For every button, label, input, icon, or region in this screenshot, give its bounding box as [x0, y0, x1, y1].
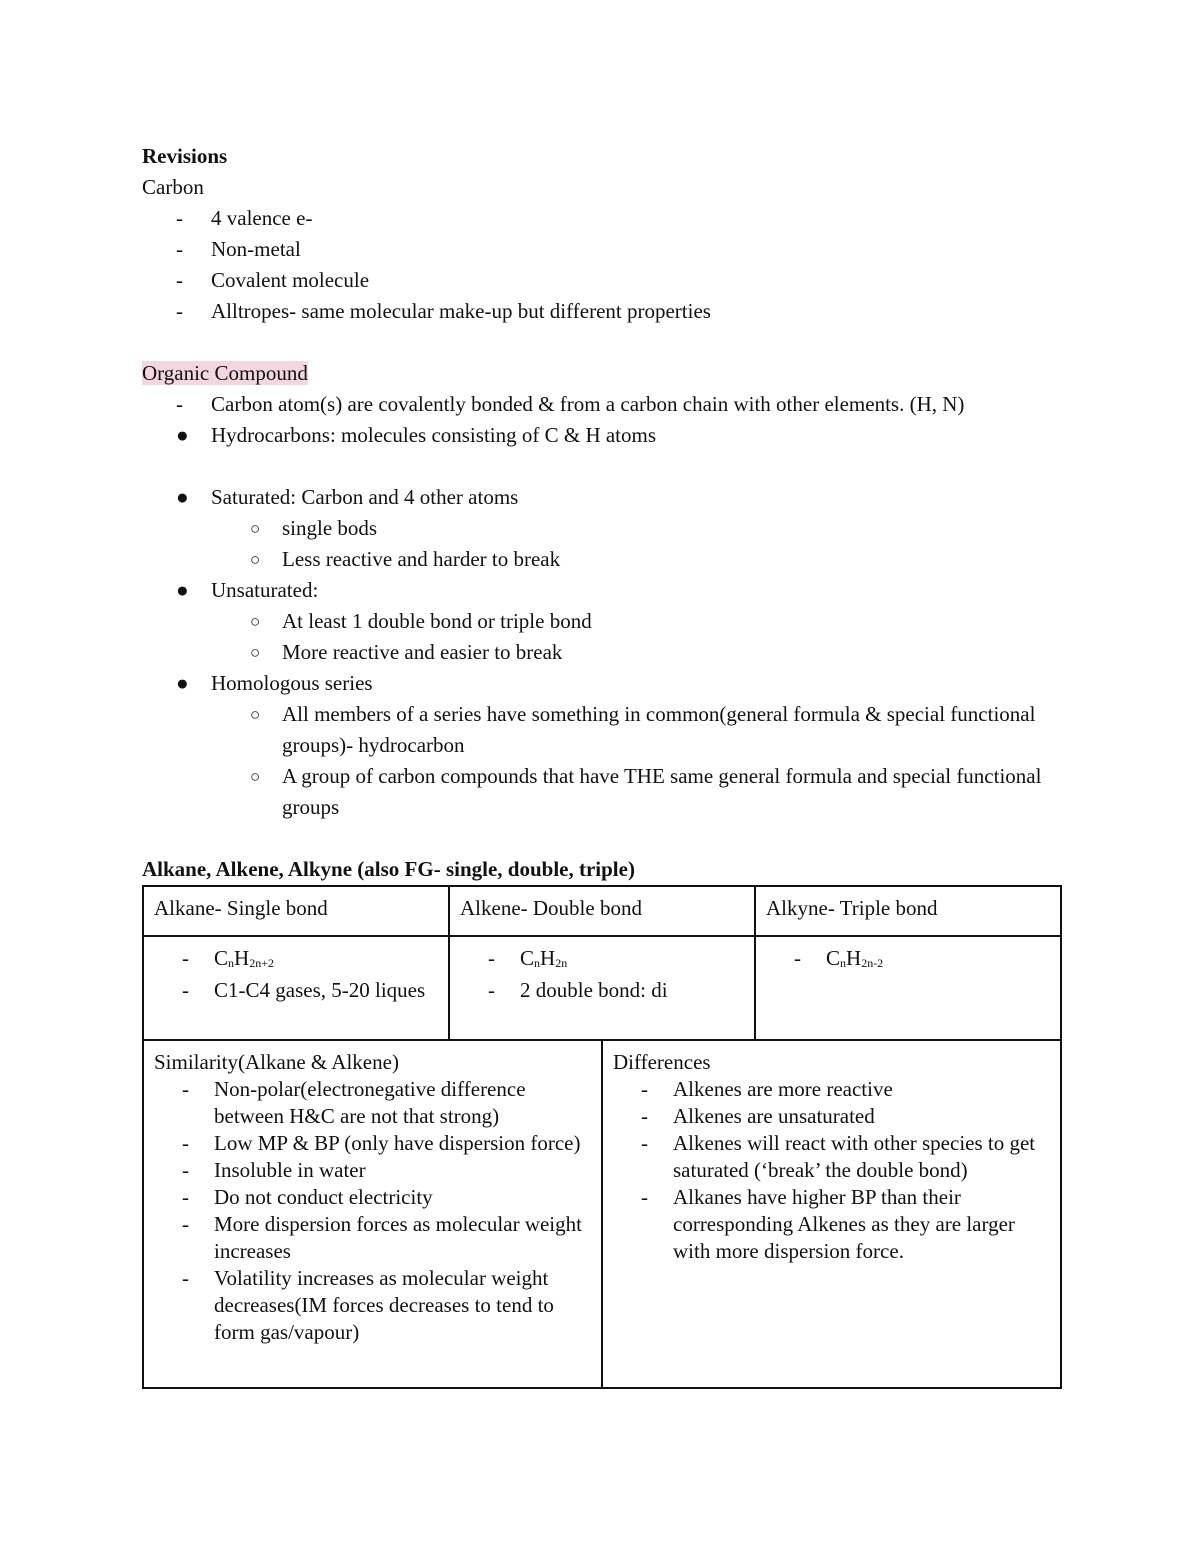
sub-list-item: [142, 513, 1062, 544]
circle-marker: ○: [250, 767, 261, 786]
list-item-text: More reactive and easier to break: [282, 640, 563, 664]
dash-marker: -: [641, 1076, 648, 1101]
sub-list-item: [142, 544, 1062, 575]
list-item-text: More dispersion forces as molecular weight increases: [214, 1211, 582, 1263]
dash-marker: -: [182, 1184, 189, 1209]
list-item-text: Non-polar(electronegative difference between H&C are not that strong): [214, 1076, 526, 1128]
table-cell: [143, 936, 449, 1040]
list-item-text: Saturated: Carbon and 4 other atoms: [211, 485, 519, 509]
circle-marker: ○: [250, 550, 261, 569]
revisions-title: Revisions: [142, 144, 228, 168]
list-item-text: Less reactive and harder to break: [282, 547, 561, 571]
dash-marker: -: [182, 1076, 189, 1101]
list-item-text: single bods: [282, 516, 378, 540]
table-header-cell: Alkene- Double bond: [449, 886, 755, 936]
comparison-table: [142, 1039, 1062, 1389]
differences-list: [613, 1076, 1050, 1265]
dash-marker: -: [176, 392, 183, 416]
bullet-marker: ●: [176, 423, 189, 447]
list-item-text: Covalent molecule: [211, 268, 370, 292]
list-item: [142, 420, 1062, 451]
differences-cell: [602, 1040, 1061, 1388]
list-item: [154, 977, 438, 1004]
list-item: [142, 389, 1062, 420]
formula-item: [154, 945, 438, 977]
list-item: [613, 1184, 1050, 1265]
spacer: [142, 451, 1062, 482]
list-item-text: Volatility increases as molecular weight decreases(IM forces decreases to tend to form gas/vapour): [214, 1265, 554, 1344]
circle-marker: ○: [250, 643, 261, 662]
formula: $C_nH_{2n}$: [520, 946, 568, 970]
list-item-text: Non-metal: [211, 237, 301, 261]
carbon-label: Carbon: [142, 175, 204, 199]
list-item-text: Alkenes are unsaturated: [673, 1103, 875, 1128]
list-item: [142, 234, 1062, 265]
dash-marker: -: [641, 1103, 648, 1128]
dash-marker: -: [176, 237, 183, 261]
spacer: [142, 823, 1062, 854]
list-item-text: 2 double bond: di: [520, 978, 668, 1002]
circle-marker: ○: [250, 705, 261, 724]
list-item: [142, 668, 1062, 699]
dash-marker: -: [488, 946, 495, 970]
dash-marker: -: [182, 1265, 189, 1290]
table-cell: [449, 936, 755, 1040]
list-item: [154, 1130, 591, 1157]
dash-marker: -: [794, 946, 801, 970]
list-item: [613, 1076, 1050, 1103]
sub-list-item: [142, 606, 1062, 637]
list-item-text: Insoluble in water: [214, 1157, 366, 1182]
dash-marker: -: [182, 946, 189, 970]
list-item-text: 4 valence e-: [211, 206, 313, 230]
organic-heading-line: [142, 358, 1062, 389]
list-item: [154, 1184, 591, 1211]
list-item: [154, 1076, 591, 1130]
dash-marker: -: [182, 1211, 189, 1236]
list-item-text: Homologous series: [211, 671, 373, 695]
list-item: [142, 296, 1062, 327]
list-item-text: Alkanes have higher BP than their corresponding Alkenes as they are larger with more dispersion force.: [673, 1184, 1015, 1263]
hydrocarbon-types-table: [142, 885, 1062, 1041]
bullet-marker: ●: [176, 578, 189, 602]
formula-item: [460, 945, 744, 977]
list-item: [154, 1265, 591, 1346]
list-item-text: Carbon atom(s) are covalently bonded & from a carbon chain with other elements. (H, N): [211, 392, 965, 416]
alkane-section-title: Alkane, Alkene, Alkyne (also FG- single, double, triple): [142, 857, 635, 881]
dash-marker: -: [641, 1184, 648, 1209]
list-item-text: Alltropes- same molecular make-up but different properties: [211, 299, 711, 323]
organic-heading: Organic Compound: [142, 361, 308, 385]
dash-marker: -: [182, 1157, 189, 1182]
cell-list: [460, 945, 744, 1004]
list-item-text: At least 1 double bond or triple bond: [282, 609, 592, 633]
list-item-text: Do not conduct electricity: [214, 1184, 433, 1209]
cell-list: [154, 945, 438, 1004]
list-item-text: All members of a series have something in common(general formula & special functional groups)- hydrocarbon: [282, 702, 1036, 757]
dash-marker: -: [176, 268, 183, 292]
list-item: [613, 1103, 1050, 1130]
spacer: [142, 327, 1062, 358]
dash-marker: -: [176, 206, 183, 230]
list-item-text: Unsaturated:: [211, 578, 319, 602]
list-item-text: C1-C4 gases, 5-20 liques: [214, 978, 426, 1002]
list-item: [154, 1211, 591, 1265]
table-cell: [755, 936, 1061, 1040]
list-item-text: Alkenes are more reactive: [673, 1076, 893, 1101]
circle-marker: ○: [250, 519, 261, 538]
sub-list-item: [142, 699, 1062, 761]
list-item: [613, 1130, 1050, 1184]
dash-marker: -: [488, 978, 495, 1002]
cell-list: [766, 945, 1050, 977]
list-item-text: A group of carbon compounds that have THE same general formula and special functional groups: [282, 764, 1042, 819]
list-item: [142, 265, 1062, 296]
table-header-cell: Alkyne- Triple bond: [755, 886, 1061, 936]
dash-marker: -: [182, 1130, 189, 1155]
list-item-text: Hydrocarbons: molecules consisting of C & H atoms: [211, 423, 657, 447]
circle-marker: ○: [250, 612, 261, 631]
similarity-title: Similarity(Alkane & Alkene): [154, 1049, 399, 1074]
formula: $C_nH_{2n-2}$: [826, 946, 884, 970]
list-item: [142, 203, 1062, 234]
differences-title: Differences: [613, 1049, 711, 1074]
dash-marker: -: [641, 1130, 648, 1155]
formula: $C_nH_{2n+2}$: [214, 946, 274, 970]
document-content: [142, 141, 1062, 1389]
similarity-list: [154, 1076, 591, 1346]
list-item-text: Low MP & BP (only have dispersion force): [214, 1130, 581, 1155]
list-item: [142, 575, 1062, 606]
formula-item: [766, 945, 1050, 977]
list-item: [154, 1157, 591, 1184]
bullet-marker: ●: [176, 485, 189, 509]
sub-list-item: [142, 637, 1062, 668]
bullet-marker: ●: [176, 671, 189, 695]
dash-marker: -: [176, 299, 183, 323]
sub-list-item: [142, 761, 1062, 823]
list-item-text: Alkenes will react with other species to get saturated (‘break’ the double bond): [673, 1130, 1036, 1182]
table-header-cell: Alkane- Single bond: [143, 886, 449, 936]
list-item: [460, 977, 744, 1004]
list-item: [142, 482, 1062, 513]
dash-marker: -: [182, 978, 189, 1002]
similarity-cell: [143, 1040, 602, 1388]
